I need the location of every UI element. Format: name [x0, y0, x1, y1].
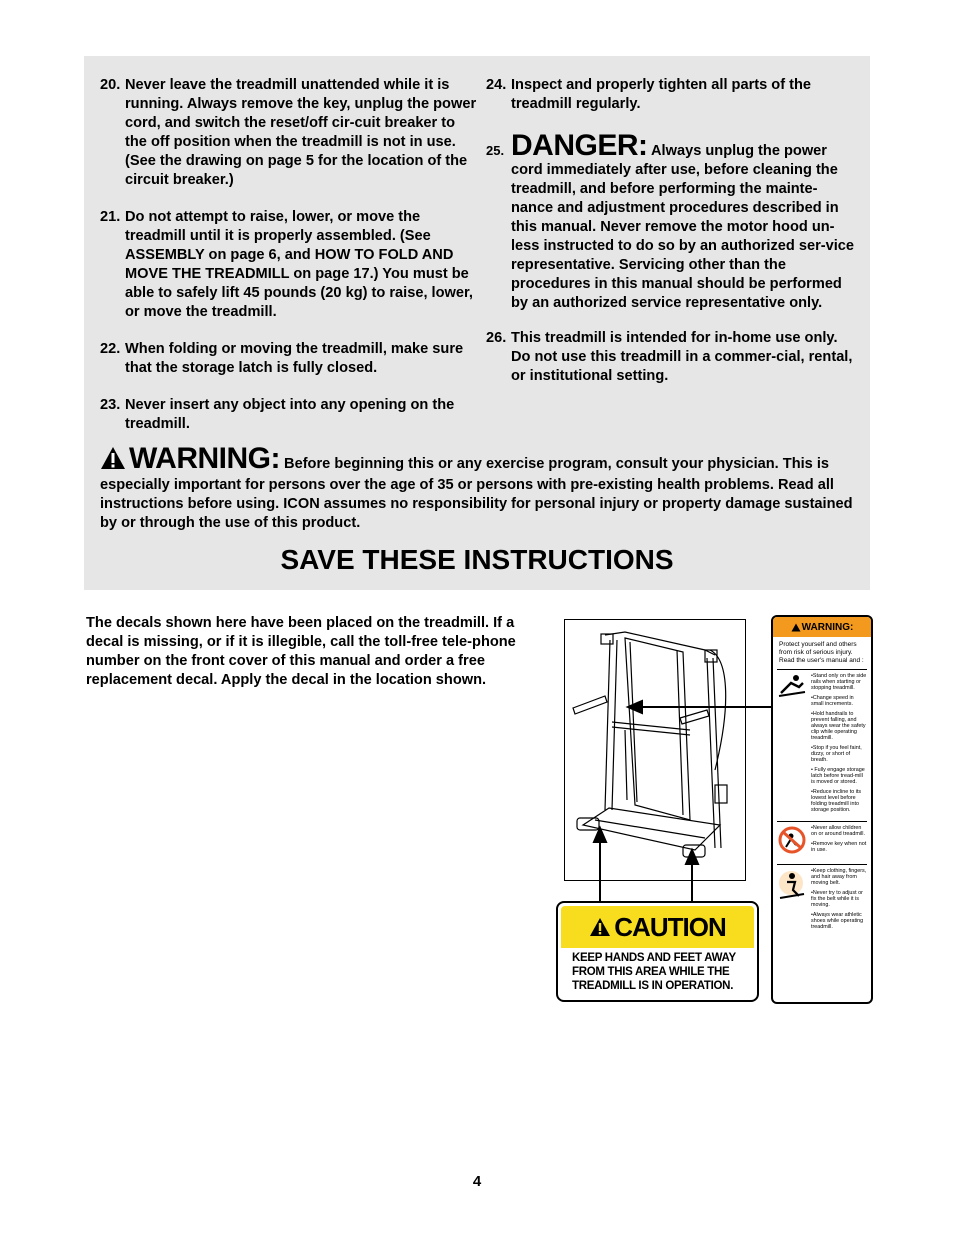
- fall-hazard-icon: [777, 673, 811, 817]
- warning-decal-line: •Never allow children on or around treadmill.: [811, 825, 865, 837]
- item-number: 23.: [100, 397, 121, 413]
- danger-label: DANGER:: [511, 129, 648, 162]
- save-instructions-heading: SAVE THESE INSTRUCTIONS: [280, 544, 674, 575]
- warning-decal-line: •Always wear athletic shoes while operating treadmill.: [811, 912, 864, 930]
- caution-line: KEEP HANDS AND FEET AWAY: [572, 952, 736, 964]
- warning-decal-section-2: [777, 821, 867, 860]
- warning-decal-section-1: [777, 669, 867, 817]
- item-text: This treadmill is intended for in-home use only. Do not use this treadmill in a commer-cial, rental, or institutional setting.: [511, 330, 853, 384]
- caution-header: [561, 906, 754, 948]
- warning-small-triangle-icon: [791, 623, 801, 632]
- warning-label: WARNING:: [129, 442, 280, 475]
- warning-decal-line: •Never try to adjust or fix the belt while it is moving.: [811, 890, 863, 908]
- warning-decal-text: [811, 673, 867, 817]
- danger-text: Always unplug the power cord immediately after use, before cleaning the treadmill, and before performing the mainte-nance and adjustment procedures described in this manual. Never remove the motor hood un-less instructed to do so by an authorized ser-vice representative. Servicing other than the procedures in this manual should be performed by an authorized service representative only.: [511, 143, 855, 311]
- caution-line: TREADMILL IS IN OPERATION.: [572, 980, 734, 992]
- no-children-icon: [777, 825, 811, 860]
- item-text: Inspect and properly tighten all parts of the treadmill regularly.: [511, 77, 812, 112]
- item-text: Never insert any object into any opening on the treadmill.: [125, 397, 455, 432]
- warning-decal-line: •Reduce incline to its lowest level before folding treadmill into storage position.: [811, 789, 862, 813]
- caution-title: CAUTION: [614, 911, 726, 942]
- warning-decal-intro: Protect yourself and others from risk of serious injury. Read the user's manual and :: [779, 641, 864, 664]
- item-number: 22.: [100, 341, 121, 357]
- hand-entanglement-icon: [777, 868, 811, 934]
- warning-decal-text: [811, 868, 867, 934]
- caution-decal: [556, 901, 759, 1002]
- warning-decal-line: •Change speed in small increments.: [811, 695, 854, 707]
- warning-decal-line: • Fully engage storage latch before tread-mill is moved or stored.: [811, 767, 865, 785]
- item-text: Never leave the treadmill unattended while it is running. Always remove the key, unplug the power cord, and switch the reset/off cir-cuit breaker to the off position when the treadmill is not in use. (See the drawing on page 5 for the location of the circuit breaker.): [125, 77, 477, 188]
- warning-decal-header: [773, 617, 871, 637]
- item-text: When folding or moving the treadmill, make sure that the storage latch is fully closed.: [125, 341, 464, 376]
- warning-decal: [771, 615, 873, 1004]
- page-number: 4: [472, 1173, 482, 1190]
- decal-intro-text: The decals shown here have been placed on the treadmill. If a decal is missing, or if it is illegible, call the toll-free tele-phone number on the front cover of this manual and order a free replacement decal. Apply the decal in the location shown.: [86, 615, 516, 688]
- item-number: 21.: [100, 209, 121, 225]
- item-number: 20.: [100, 77, 121, 93]
- warning-decal-line: •Keep clothing, fingers, and hair away from moving belt.: [811, 868, 867, 886]
- caution-body: [558, 948, 757, 993]
- item-text: Do not attempt to raise, lower, or move the treadmill until it is properly assembled. (See ASSEMBLY on page 6, and HOW TO FOLD AND MOVE THE TREADMILL on page 17.) You must be able to safely lift 45 pounds (20 kg) to raise, lower, or move the treadmill.: [125, 209, 473, 320]
- item-number: 26.: [486, 330, 507, 346]
- warning-decal-section-3: [777, 864, 867, 934]
- item-number: 25.: [486, 143, 505, 158]
- warning-decal-line: •Remove key when not in use.: [811, 841, 867, 853]
- warning-decal-line: •Stand only on the side rails when starting or stopping treadmill.: [811, 673, 867, 691]
- caution-triangle-icon: [589, 917, 611, 937]
- caution-line: FROM THIS AREA WHILE THE: [572, 966, 730, 978]
- warning-decal-line: •Stop if you feel faint, dizzy, or short of breath.: [811, 745, 862, 763]
- warning-decal-line: •Hold handrails to prevent falling, and always wear the safety clip while operating treadmill.: [811, 711, 866, 741]
- warning-text: Before beginning this or any exercise program, consult your physician. This is especially important for persons over the age of 35 or persons with pre-existing health problems. Read all instructions before using. ICON assumes no responsibility for personal injury or property damage sustained by or through the use of this product.: [100, 456, 853, 531]
- warning-decal-title: WARNING:: [801, 621, 854, 633]
- item-number: 24.: [486, 77, 507, 93]
- warning-decal-text: [811, 825, 867, 860]
